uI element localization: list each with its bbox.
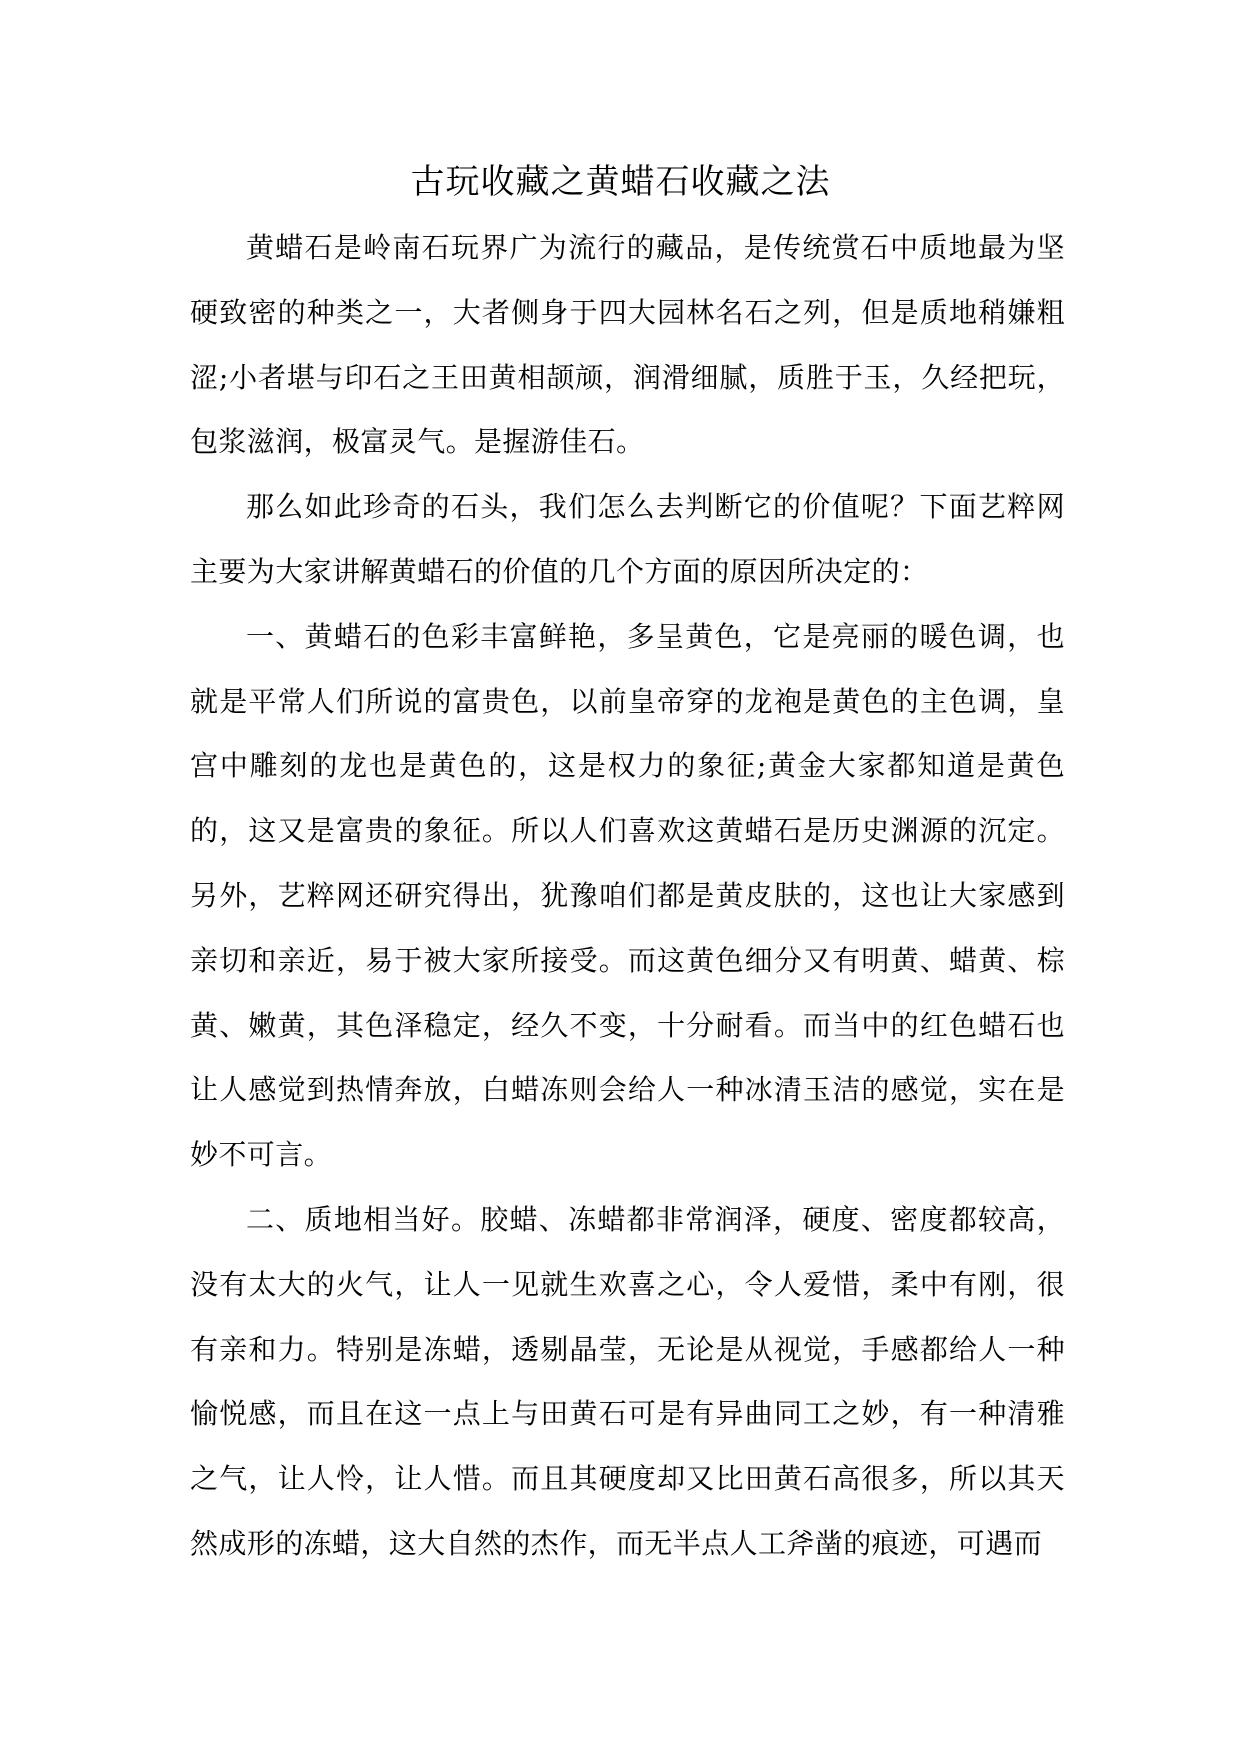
paragraph-question: 那么如此珍奇的石头，我们怎么去判断它的价值呢？下面艺粹网主要为大家讲解黄蜡石的价值的几个方面的原因所决定的：: [190, 490, 1065, 588]
paragraph-intro: 黄蜡石是岭南石玩界广为流行的藏品，是传统赏石中质地最为坚硬致密的种类之一，大者侧身于四大园林名石之列，但是质地稍嫌粗涩;小者堪与印石之王田黄相颉颃，润滑细腻，质胜于玉，久经把玩，包浆滋润，极富灵气。是握游佳石。: [190, 231, 1065, 459]
document-body: [190, 216, 1065, 1577]
paragraph-point-one-color: 一、黄蜡石的色彩丰富鲜艳，多呈黄色，它是亮丽的暖色调，也就是平常人们所说的富贵色，以前皇帝穿的龙袍是黄色的主色调，皇宫中雕刻的龙也是黄色的，这是权力的象征;黄金大家都知道是黄色的，这又是富贵的象征。所以人们喜欢这黄蜡石是历史渊源的沉定。另外，艺粹网还研究得出，犹豫咱们都是黄皮肤的，这也让大家感到亲切和亲近，易于被大家所接受。而这黄色细分又有明黄、蜡黄、棕黄、嫩黄，其色泽稳定，经久不变，十分耐看。而当中的红色蜡石也让人感觉到热情奔放，白蜡冻则会给人一种冰清玉洁的感觉，实在是妙不可言。: [190, 619, 1065, 1172]
document-title: 古玩收藏之黄蜡石收藏之法: [410, 162, 831, 202]
paragraph-point-two-texture: 二、质地相当好。胶蜡、冻蜡都非常润泽，硬度、密度都较高，没有太大的火气，让人一见就生欢喜之心，令人爱惜，柔中有刚，很有亲和力。特别是冻蜡，透剔晶莹，无论是从视觉，手感都给人一种愉悦感，而且在这一点上与田黄石可是有异曲同工之妙，有一种清雅之气，让人怜，让人惜。而且其硬度却又比田黄石高很多，所以其天然成形的冻蜡，这大自然的杰作，而无半点人工斧凿的痕迹，可遇而: [190, 1202, 1065, 1560]
